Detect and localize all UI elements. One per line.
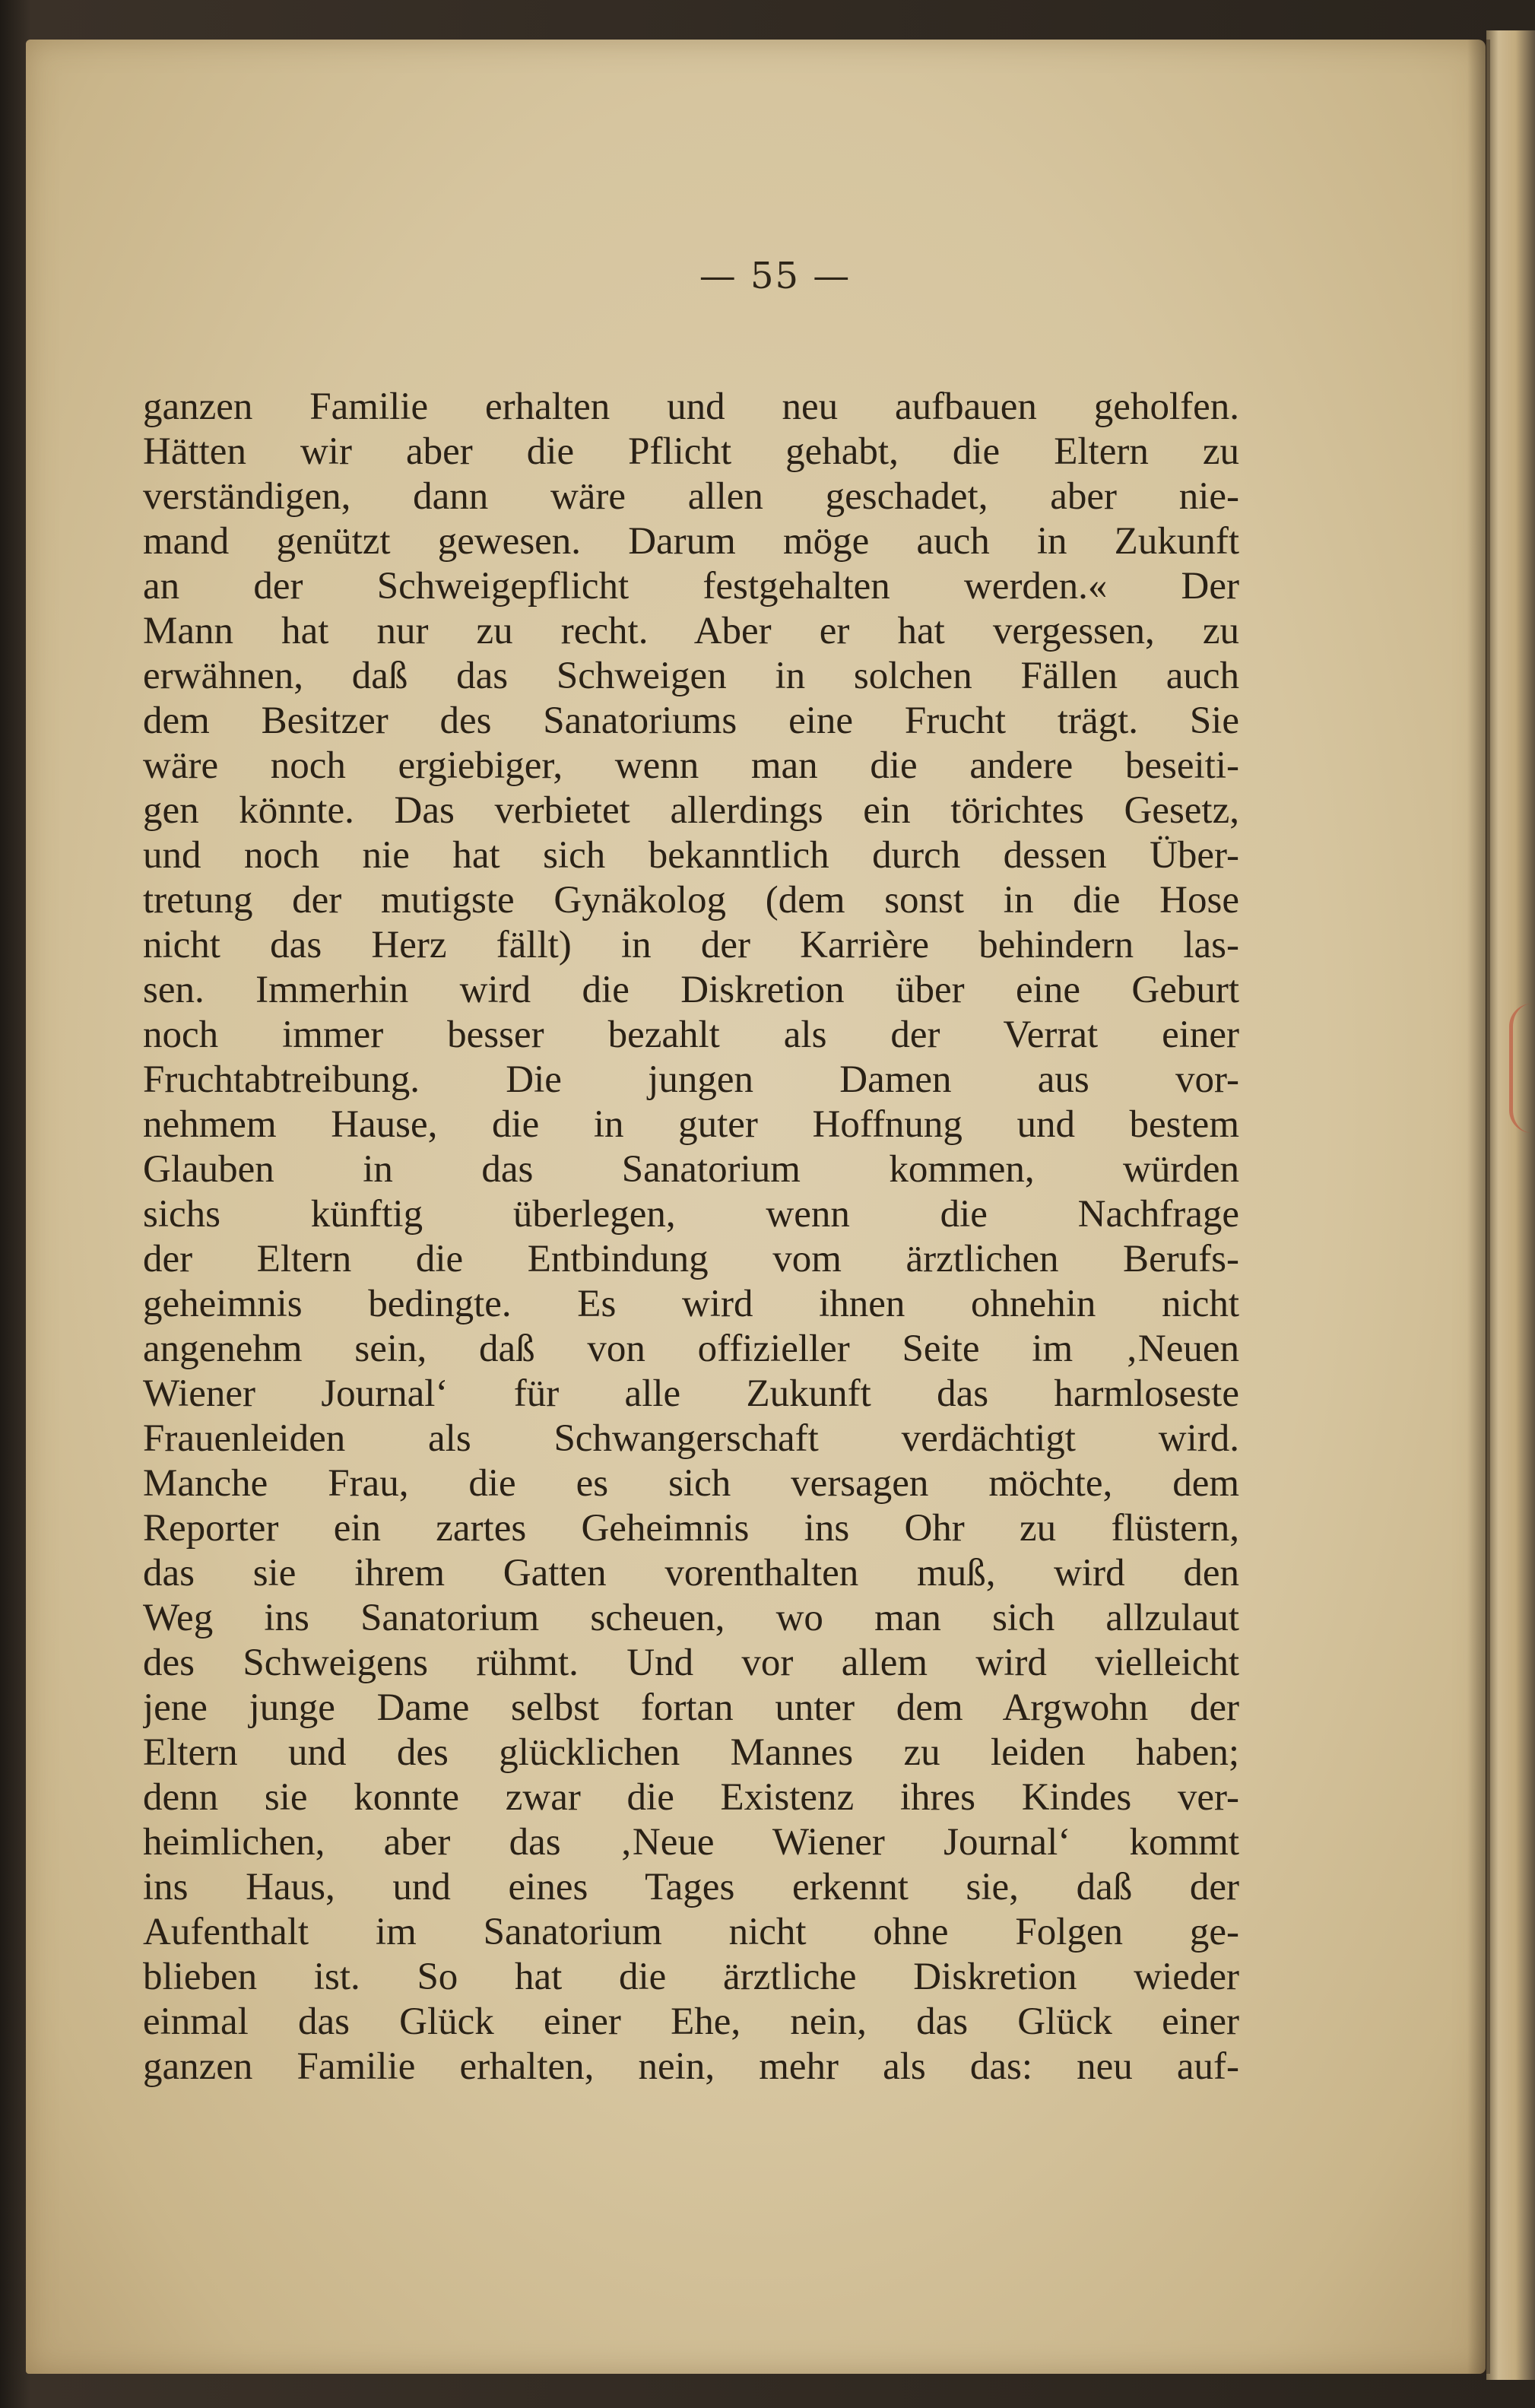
text-line: einmal das Glück einer Ehe, nein, das Glück einer: [143, 2000, 1239, 2043]
text-line: Glauben in das Sanatorium kommen, würden: [143, 1148, 1239, 1191]
text-line: ins Haus, und eines Tages erkennt sie, daß der: [143, 1866, 1239, 1908]
next-page-edge: [1486, 30, 1535, 2380]
text-line: noch immer besser bezahlt als der Verrat einer: [143, 1014, 1239, 1056]
text-line: und noch nie hat sich bekanntlich durch dessen Über-: [143, 834, 1239, 877]
text-line: der Eltern die Entbindung vom ärztlichen Berufs-: [143, 1238, 1239, 1280]
text-line: nehmem Hause, die in guter Hoffnung und bestem: [143, 1103, 1239, 1146]
page-body-text: [143, 385, 1239, 2089]
text-line: angenehm sein, daß von offizieller Seite im ‚Neuen: [143, 1328, 1239, 1370]
text-line: sichs künftig überlegen, wenn die Nachfrage: [143, 1193, 1239, 1236]
text-line: Fruchtabtreibung. Die jungen Damen aus vor-: [143, 1058, 1239, 1101]
text-line: Mann hat nur zu recht. Aber er hat vergessen, zu: [143, 610, 1239, 652]
spine-shadow: [1467, 40, 1490, 2374]
text-line: des Schweigens rühmt. Und vor allem wird vielleicht: [143, 1642, 1239, 1684]
text-line: geheimnis bedingte. Es wird ihnen ohnehin nicht: [143, 1283, 1239, 1325]
text-line: Manche Frau, die es sich versagen möchte, dem: [143, 1462, 1239, 1505]
text-line: tretung der mutigste Gynäkolog (dem sonst in die Hose: [143, 879, 1239, 922]
text-line: Wiener Journal‘ für alle Zukunft das harmloseste: [143, 1372, 1239, 1415]
text-line: gen könnte. Das verbietet allerdings ein törichtes Gesetz,: [143, 789, 1239, 832]
text-line: dem Besitzer des Sanatoriums eine Frucht trägt. Sie: [143, 700, 1239, 742]
text-line: heimlichen, aber das ‚Neue Wiener Journal‘ kommt: [143, 1821, 1239, 1864]
text-line: verständigen, dann wäre allen geschadet, aber nie-: [143, 475, 1239, 518]
text-line: Hätten wir aber die Pflicht gehabt, die Eltern zu: [143, 430, 1239, 473]
text-line: Eltern und des glücklichen Mannes zu leiden haben;: [143, 1731, 1239, 1774]
margin-pencil-mark: [1509, 1004, 1535, 1133]
text-line: ganzen Familie erhalten und neu aufbauen geholfen.: [143, 385, 1239, 428]
text-line: Frauenleiden als Schwangerschaft verdächtigt wird.: [143, 1417, 1239, 1460]
text-line: Aufenthalt im Sanatorium nicht ohne Folgen ge-: [143, 1911, 1239, 1953]
text-line: das sie ihrem Gatten vorenthalten muß, wird den: [143, 1552, 1239, 1594]
text-line: sen. Immerhin wird die Diskretion über eine Geburt: [143, 969, 1239, 1011]
text-line: Reporter ein zartes Geheimnis ins Ohr zu flüstern,: [143, 1507, 1239, 1550]
text-line: blieben ist. So hat die ärztliche Diskretion wieder: [143, 1956, 1239, 1998]
text-line: denn sie konnte zwar die Existenz ihres Kindes ver-: [143, 1776, 1239, 1819]
text-line: an der Schweigepflicht festgehalten werden.« Der: [143, 565, 1239, 608]
page-number: — 55 —: [699, 255, 852, 297]
text-line: jene junge Dame selbst fortan unter dem Argwohn der: [143, 1686, 1239, 1729]
text-line: nicht das Herz fällt) in der Karrière behindern las-: [143, 924, 1239, 966]
text-line: wäre noch ergiebiger, wenn man die andere beseiti-: [143, 744, 1239, 787]
text-line: erwähnen, daß das Schweigen in solchen Fällen auch: [143, 655, 1239, 697]
text-line: mand genützt gewesen. Darum möge auch in Zukunft: [143, 520, 1239, 563]
text-line: ganzen Familie erhalten, nein, mehr als das: neu auf-: [143, 2045, 1239, 2088]
text-line: Weg ins Sanatorium scheuen, wo man sich allzulaut: [143, 1597, 1239, 1639]
